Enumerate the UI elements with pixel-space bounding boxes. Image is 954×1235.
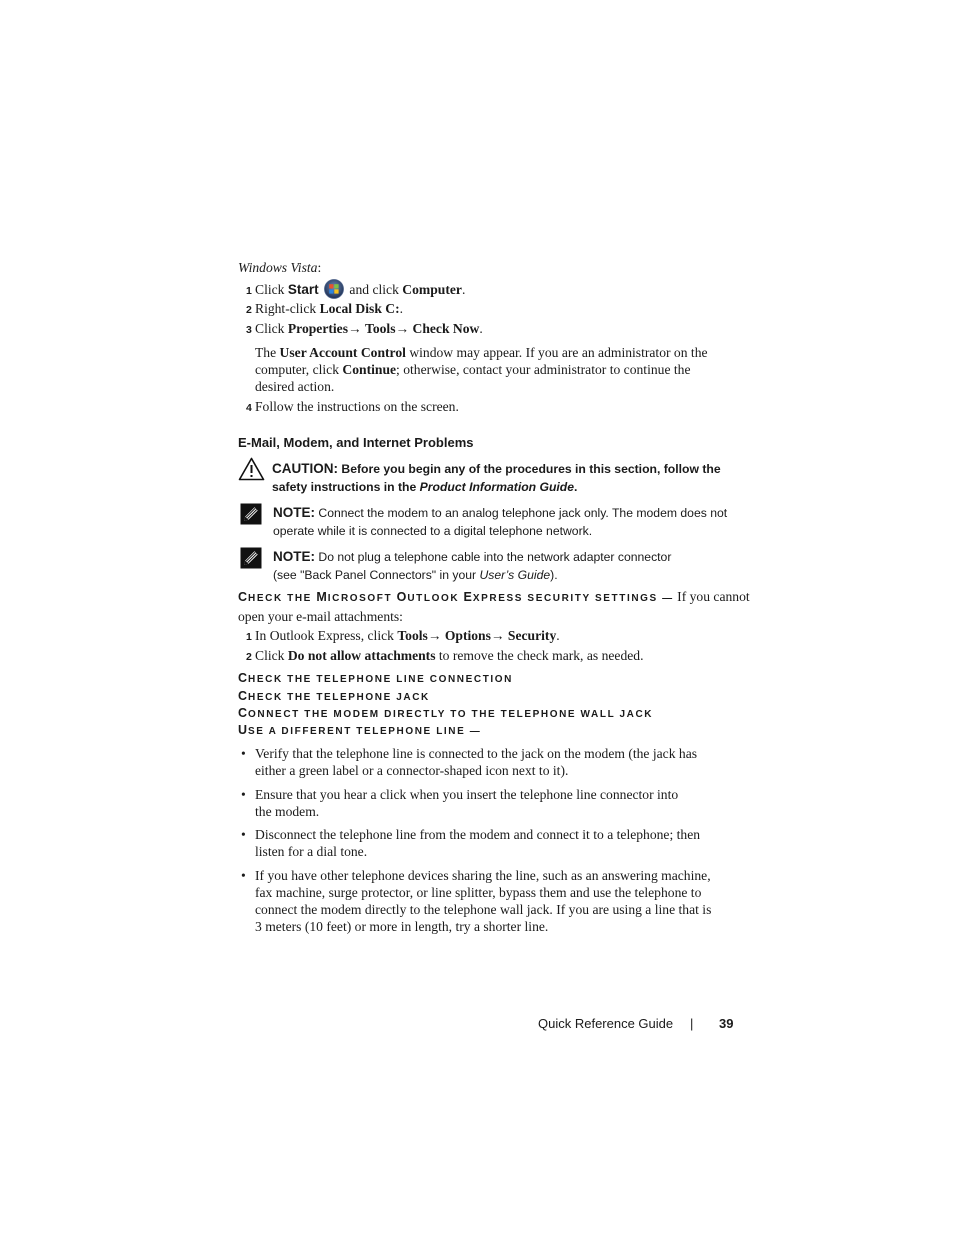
note-1: NOTE: Connect the modem to an analog telephone jack only. The modem does not operate while it is connected to a digital telephone network. [273,505,728,538]
outlook-step-1: 1 In Outlook Express, click Tools→ Options→ Security. [246,628,560,643]
outlook-security-paragraph: CHECK THE MICROSOFT OUTLOOK EXPRESS SECURITY SETTINGS — If you cannot open your e-mail attachments: [238,589,750,624]
bullet-icon: • [241,827,246,842]
vista-step-2: 2 Right-click Local Disk C:. [246,301,404,316]
list-item: • Verify that the telephone line is connected to the jack on the modem (the jack has either a green label or a connector-shaped icon next to it). [241,746,698,778]
bullet-icon: • [241,868,246,883]
list-item: • Ensure that you hear a click when you insert the telephone line connector into the modem. [241,787,679,819]
uac-paragraph: The User Account Control window may appear. If you are an administrator on the computer, click Continue; otherwise, contact your administrator to continue the desired action. [255,345,708,394]
check-line-connection-heading: CHECK THE TELEPHONE LINE CONNECTION [238,671,513,685]
note-2: NOTE: Do not plug a telephone cable into the network adapter connector (see "Back Panel Connectors" in your User’s Guide). [273,549,672,582]
note-pencil-icon [240,503,262,530]
outlook-security-heading: CHECK THE MICROSOFT OUTLOOK EXPRESS SECURITY SETTINGS — [238,590,674,604]
check-telephone-jack-heading: CHECK THE TELEPHONE JACK [238,689,430,703]
page-number: 39 [719,1016,734,1031]
list-item: • If you have other telephone devices sharing the line, such as an answering machine, fax machine, surge protector, or line splitter, bypass them and use the telephone to connect the modem directly to the telephone wall jack. If you are using a line that is 3 meters (10 feet) or more in length, try a shorter line. [241,868,712,934]
vista-label: Windows Vista: [238,260,322,275]
vista-step-3: 3 Click Properties→ Tools→ Check Now. [246,321,483,336]
bullet-icon: • [241,746,246,761]
different-line-heading: USE A DIFFERENT TELEPHONE LINE — [238,723,482,737]
vista-step-4: 4 Follow the instructions on the screen. [246,399,459,414]
connect-modem-heading: CONNECT THE MODEM DIRECTLY TO THE TELEPHONE WALL JACK [238,706,654,720]
list-item: • Disconnect the telephone line from the modem and connect it to a telephone; then listen for a dial tone. [241,827,701,859]
step-number: 1 [246,285,252,297]
section-heading: E-Mail, Modem, and Internet Problems [238,435,474,450]
windows-start-icon [324,279,344,299]
caution-notice: CAUTION: Before you begin any of the procedures in this section, follow the safety instructions in the Product Information Guide. [272,461,721,494]
vista-step-1: 1 Click Start and click Computer. [246,279,465,300]
caution-icon [238,457,265,486]
outlook-step-2: 2 Click Do not allow attachments to remove the check mark, as needed. [246,648,644,663]
note-pencil-icon [240,547,262,574]
footer-separator: | [690,1016,694,1031]
bullet-icon: • [241,787,246,802]
footer-title: Quick Reference Guide [538,1016,674,1031]
